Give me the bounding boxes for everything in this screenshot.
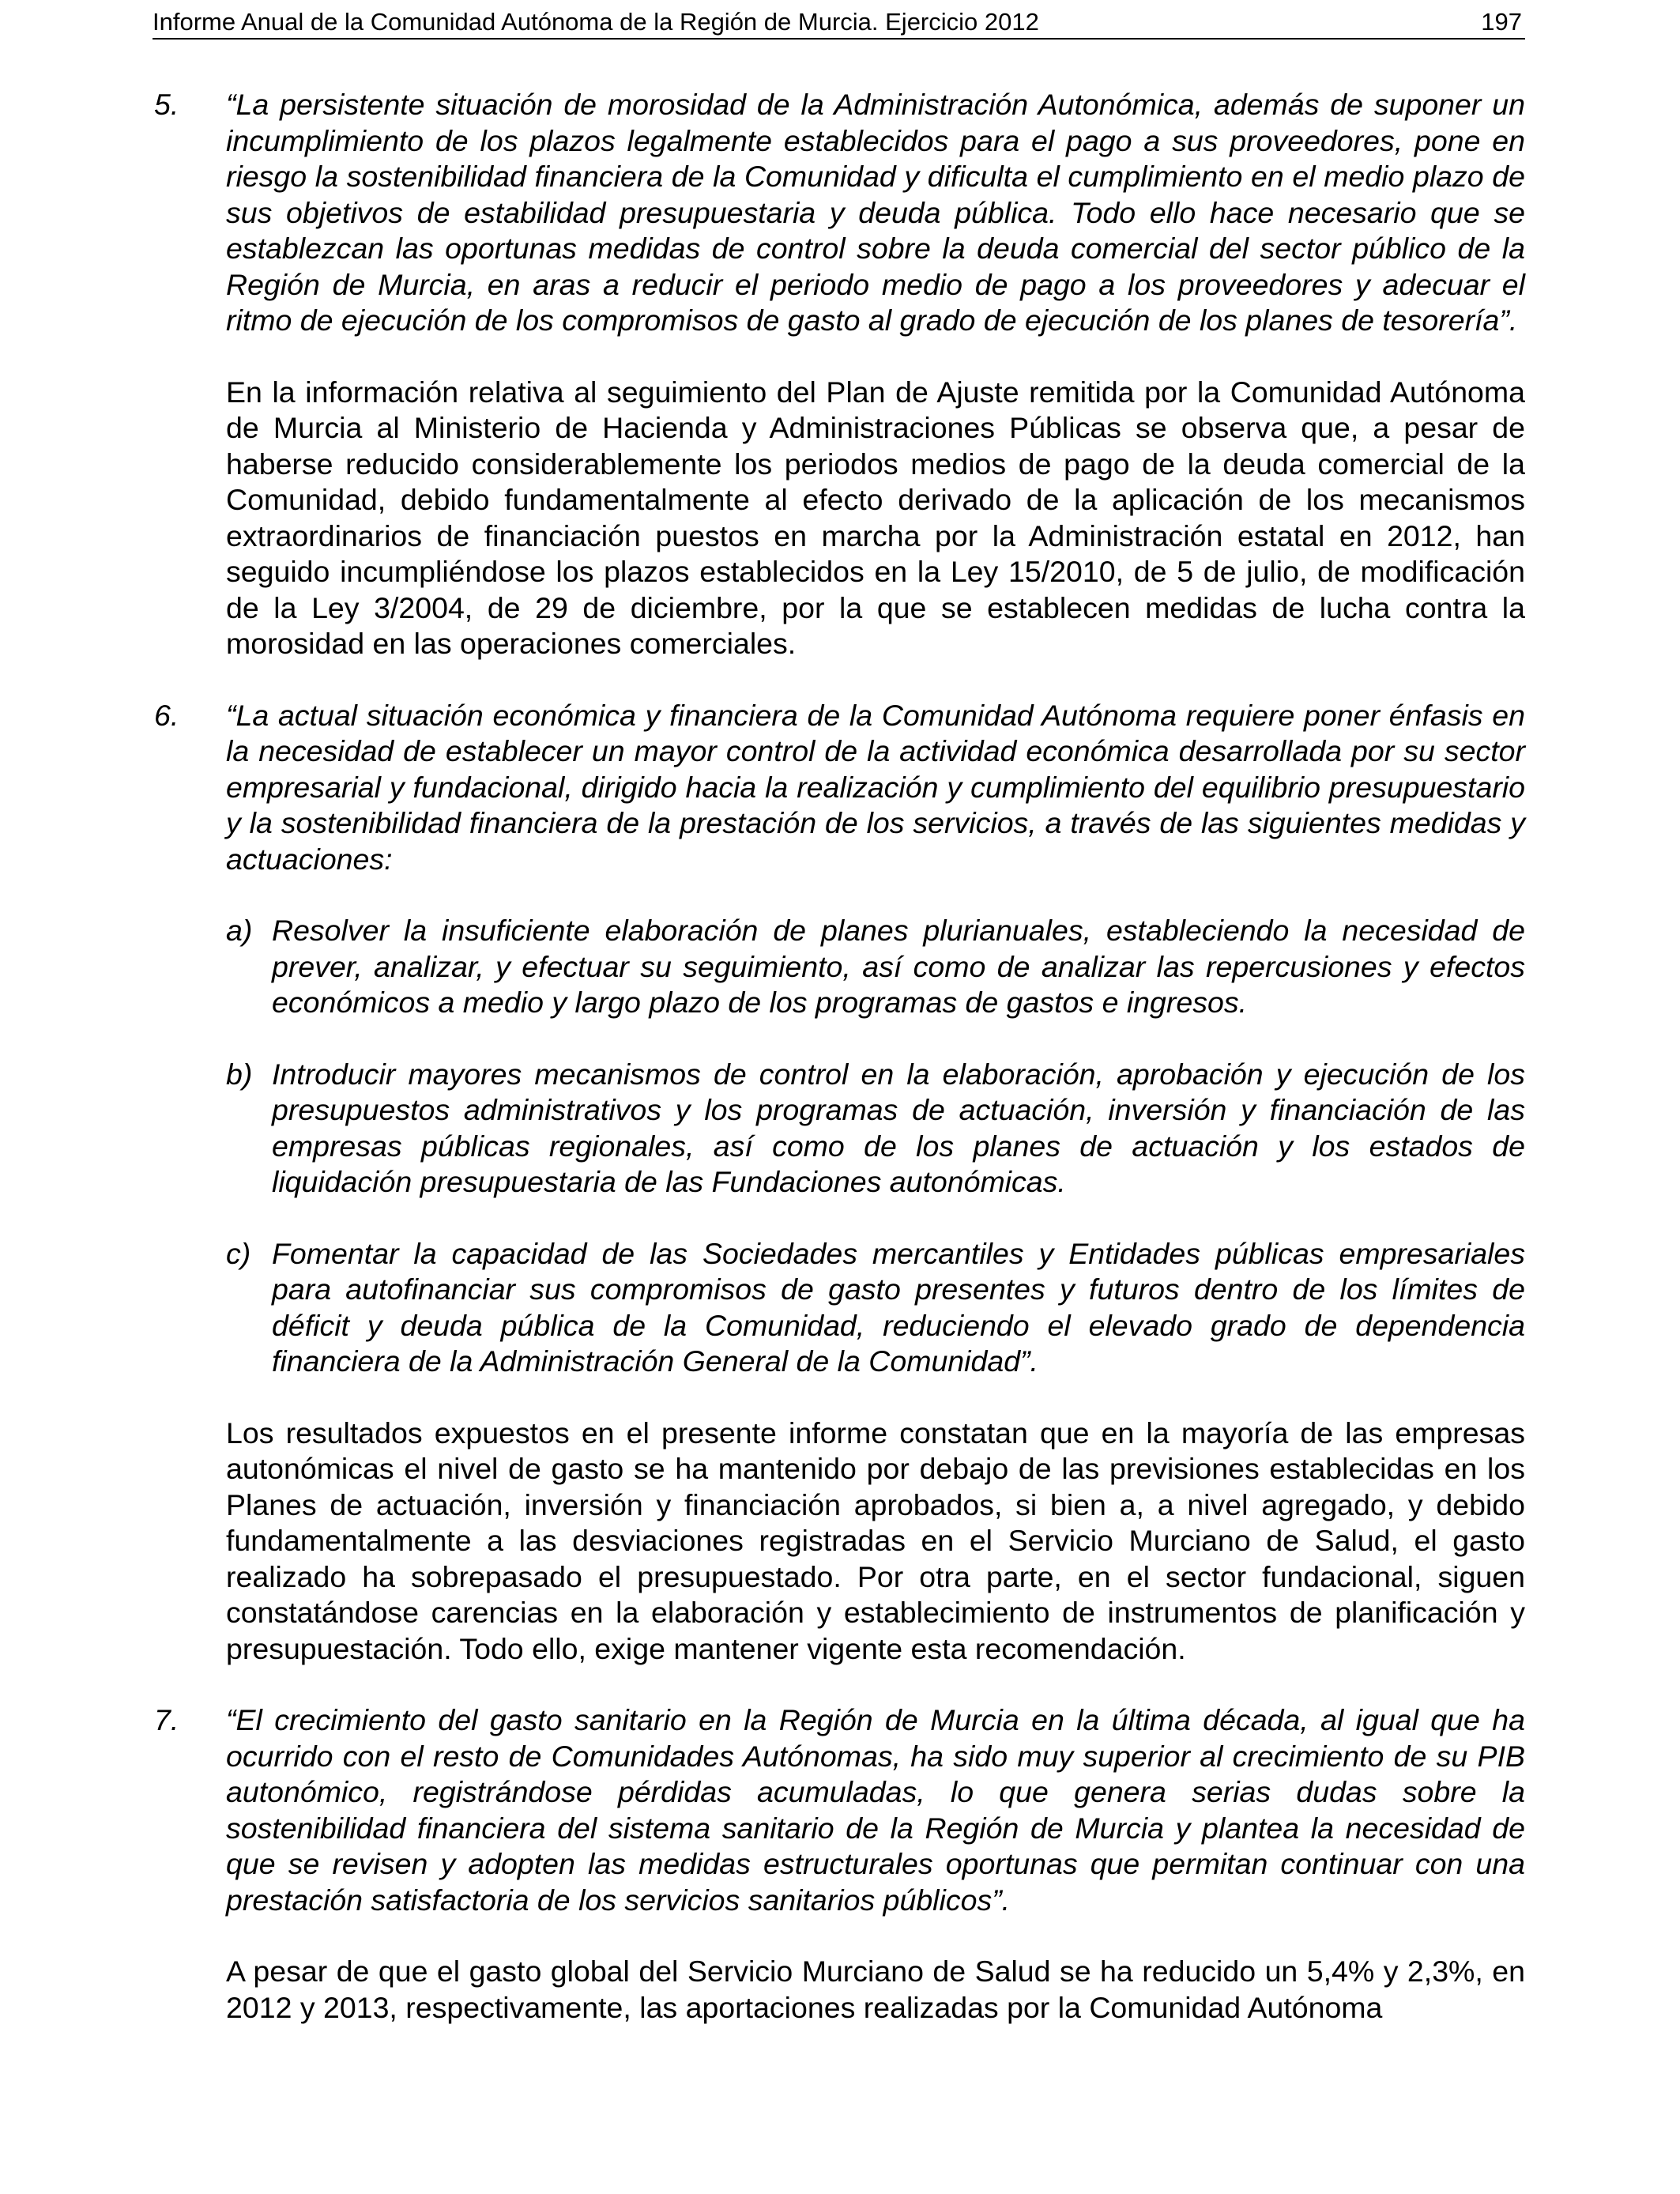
sub-item-a [226, 913, 1525, 1021]
recommendation-comment: En la información relativa al seguimiento del Plan de Ajuste remitida por la Comunidad Autónoma de Murcia al Ministerio de Hacienda y Administraciones Públicas se observa que, a pesar de haberse reducido considerablemente los periodos medios de pago de la deuda comercial de la Comunidad, debido fundamentalmente al efecto derivado de la aplicación de los mecanismos extraordinarios de financiación puestos en marcha por la Administración estatal en 2012, han seguido incumpliéndose los plazos establecidos en la Ley 15/2010, de 5 de julio, de modificación de la Ley 3/2004, de 29 de diciembre, por la que se establecen medidas de lucha contra la morosidad en las operaciones comerciales. [226, 375, 1525, 660]
page-header [153, 0, 1525, 40]
recommendation-item-7 [154, 1702, 1525, 2026]
sub-item-b [226, 1057, 1525, 1201]
recommendation-item-5 [154, 87, 1525, 662]
recommendation-comment: Los resultados expuestos en el presente informe constatan que en la mayoría de las empresas autonómicas el nivel de gasto se ha mantenido por debajo de las previsiones establecidas en los Planes de actuación, inversión y financiación aprobados, si bien a, a nivel agregado, y debido fundamentalmente a las desviaciones registradas en el Servicio Murciano de Salud, el gasto realizado ha sobrepasado el presupuestado. Por otra parte, en el sector fundacional, siguen constatándose carencias en la elaboración y establecimiento de instrumentos de planificación y presupuestación. Todo ello, exige mantener vigente esta recomendación. [226, 1416, 1525, 1665]
page-number: 197 [1481, 8, 1522, 36]
document-body [154, 87, 1525, 2026]
header-title: Informe Anual de la Comunidad Autónoma de la Región de Murcia. Ejercicio 2012 [153, 8, 1039, 36]
sub-item-letter: c) [226, 1236, 251, 1270]
recommendation-comment: A pesar de que el gasto global del Servicio Murciano de Salud se ha reducido un 5,4% y 2,3%, en 2012 y 2013, respectivamente, las aportaciones realizadas por la Comunidad Autónoma [226, 1955, 1525, 2024]
sub-item-text: Resolver la insuficiente elaboración de planes plurianuales, estableciendo la necesidad de prever, analizar, y efectuar su seguimiento, así como de analizar las repercusiones y efectos económicos a medio y largo plazo de los programas de gastos e ingresos. [272, 914, 1525, 1019]
item-number: 5. [154, 88, 179, 121]
recommendation-item-6 [154, 698, 1525, 1668]
recommendation-quote: “El crecimiento del gasto sanitario en la Región de Murcia en la última década, al igual que ha ocurrido con el resto de Comunidades Autónomas, ha sido muy superior al crecimiento de su PIB autonómico, registrándose pérdidas acumuladas, lo que genera serias dudas sobre la sostenibilidad financiera del sistema sanitario de la Región de Murcia y plantea la necesidad de que se revisen y adopten las medidas estructurales oportunas que permitan continuar con una prestación satisfactoria de los servicios sanitarios públicos”. [226, 1703, 1525, 1917]
item-number: 6. [154, 698, 179, 732]
sub-item-text: Introducir mayores mecanismos de control en la elaboración, aprobación y ejecución de los presupuestos administrativos y los programas de actuación, inversión y financiación de las empresas públicas regionales, así como de los planes de actuación y los estados de liquidación presupuestaria de las Fundaciones autonómicas. [272, 1057, 1525, 1198]
item-number: 7. [154, 1703, 179, 1736]
sub-item-letter: a) [226, 914, 253, 947]
sub-item-c [226, 1236, 1525, 1380]
recommendation-quote: “La persistente situación de morosidad de la Administración Autonómica, además de suponer un incumplimiento de los plazos legalmente establecidos para el pago a sus proveedores, pone en riesgo la sostenibilidad financiera de la Comunidad y dificulta el cumplimiento en el medio plazo de sus objetivos de estabilidad presupuestaria y deuda pública. Todo ello hace necesario que se establezcan las oportunas medidas de control sobre la deuda comercial del sector público de la Región de Murcia, en aras a reducir el periodo medio de pago a los proveedores y adecuar el ritmo de ejecución de los compromisos de gasto al grado de ejecución de los planes de tesorería”. [226, 88, 1525, 337]
sub-item-text: Fomentar la capacidad de las Sociedades mercantiles y Entidades públicas empresariales para autofinanciar sus compromisos de gasto presentes y futuros dentro de los límites de déficit y deuda pública de la Comunidad, reduciendo el elevado grado de dependencia financiera de la Administración General de la Comunidad”. [272, 1236, 1525, 1378]
sub-item-letter: b) [226, 1057, 253, 1091]
recommendation-quote: “La actual situación económica y financiera de la Comunidad Autónoma requiere poner énfasis en la necesidad de establecer un mayor control de la actividad económica desarrollada por su sector empresarial y fundacional, dirigido hacia la realización y cumplimiento del equilibrio presupuestario y la sostenibilidad financiera de la prestación de los servicios, a través de las siguientes medidas y actuaciones: [226, 698, 1525, 876]
